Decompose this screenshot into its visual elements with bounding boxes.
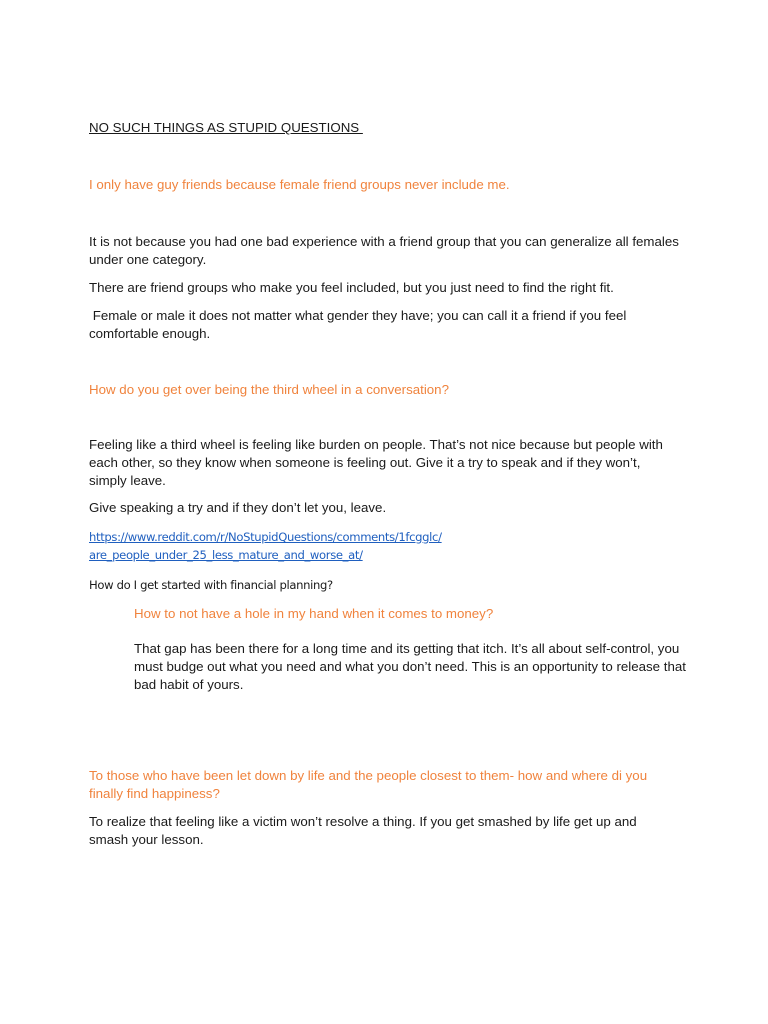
document-title: NO SUCH THINGS AS STUPID QUESTIONS: [89, 120, 363, 135]
answer-paragraph: It is not because you had one bad experience with a friend group that you can generalize all females under one category.: [89, 234, 683, 267]
question-guy-friends: I only have guy friends because female friend groups never include me.: [89, 177, 510, 192]
question-third-wheel: How do you get over being the third wheel in a conversation?: [89, 382, 449, 397]
answer-paragraph: Feeling like a third wheel is feeling like burden on people. That’s not nice because but people with each other, so they know when someone is feeling out. Give it a try to speak and if they won’t, simply leave.: [89, 437, 667, 488]
answer-paragraph: To realize that feeling like a victim won’t resolve a thing. If you get smashed by life get up and smash your lesson.: [89, 814, 641, 847]
question-happiness: To those who have been let down by life and the people closest to them- how and where di you finally find happiness?: [89, 768, 651, 801]
question-money-hole: How to not have a hole in my hand when it comes to money?: [134, 606, 494, 621]
reddit-link-line-2[interactable]: are_people_under_25_less_mature_and_worse_at/: [89, 548, 363, 562]
reddit-link-line-1[interactable]: https://www.reddit.com/r/NoStupidQuestions/comments/1fcgglc/: [89, 530, 442, 544]
answer-paragraph: Give speaking a try and if they don’t let you, leave.: [89, 500, 387, 515]
answer-paragraph: Female or male it does not matter what gender they have; you can call it a friend if you feel comfortable enough.: [89, 308, 631, 341]
answer-paragraph: That gap has been there for a long time and its getting that itch. It’s all about self-control, you must budge out what you need and what you don’t need. This is an opportunity to release that bad habit of yours.: [134, 641, 690, 692]
answer-paragraph: There are friend groups who make you feel included, but you just need to find the right fit.: [89, 280, 614, 295]
subheading-financial-planning: How do I get started with financial planning?: [89, 578, 333, 592]
